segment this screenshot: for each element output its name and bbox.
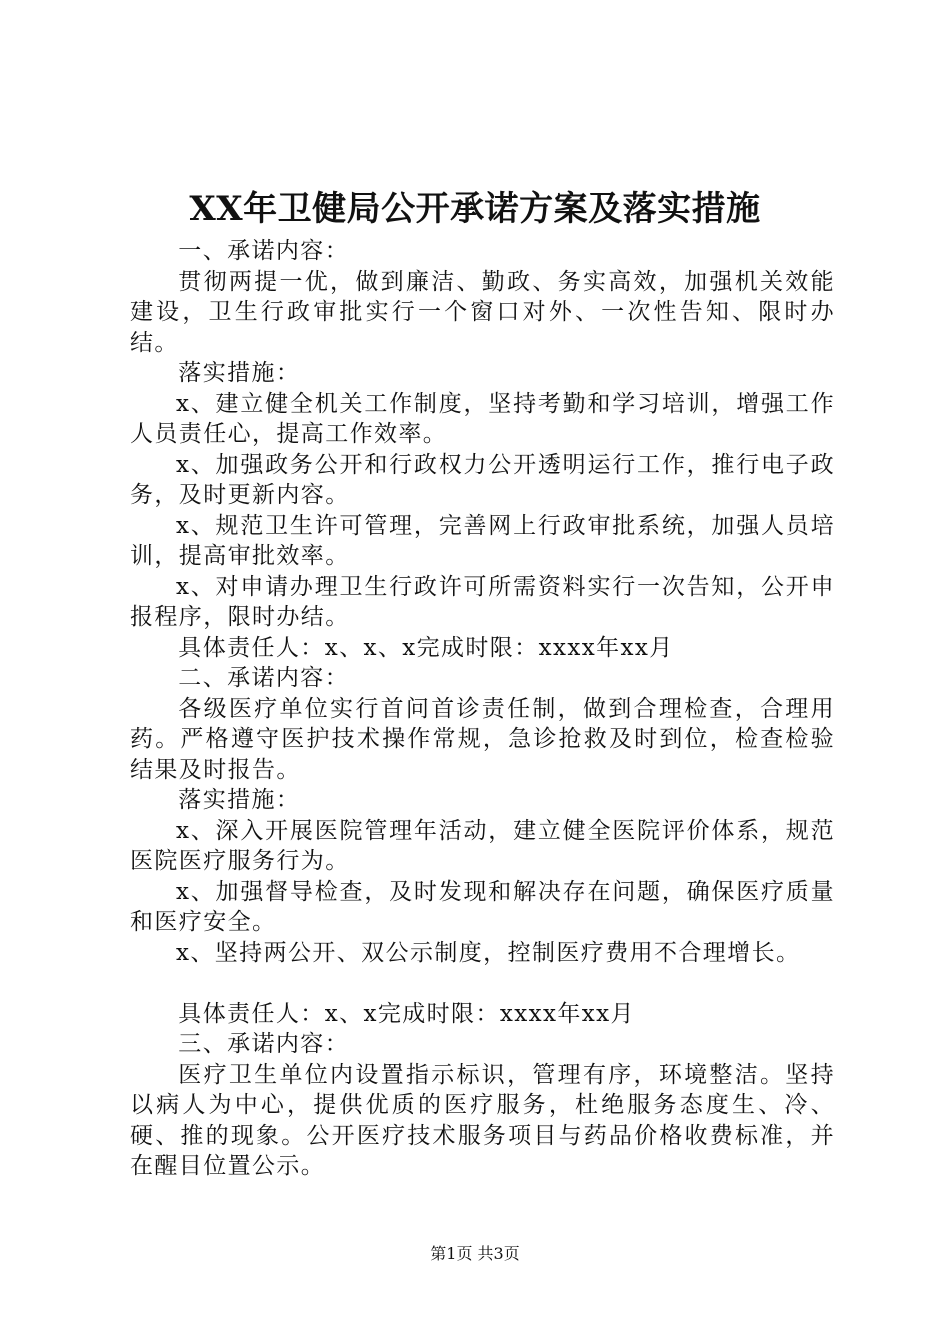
- measure-item: x、加强督导检查，及时发现和解决存在问题，确保医疗质量和医疗安全。: [130, 878, 835, 935]
- commitment-paragraph: 贯彻两提一优，做到廉洁、勤政、务实高效，加强机关效能建设，卫生行政审批实行一个窗口对外、一次性告知、限时办结。: [130, 268, 835, 356]
- commitment-paragraph: 各级医疗单位实行首问首诊责任制，做到合理检查，合理用药。严格遵守医护技术操作常规，急诊抢救及时到位，检查检验结果及时报告。: [130, 695, 835, 783]
- commitment-paragraph: 医疗卫生单位内设置指示标识，管理有序，环境整洁。坚持以病人为中心，提供优质的医疗服务，杜绝服务态度生、冷、硬、推的现象。公开医疗技术服务项目与药品价格收费标准，并在醒目位置公示。: [130, 1061, 835, 1179]
- section-heading: 一、承诺内容：: [178, 238, 350, 264]
- document-body: [130, 236, 835, 1182]
- measure-item: x、规范卫生许可管理，完善网上行政审批系统，加强人员培训，提高审批效率。: [130, 512, 835, 569]
- measure-item: x、坚持两公开、双公示制度，控制医疗费用不合理增长。: [176, 939, 801, 966]
- document-title: XX年卫健局公开承诺方案及落实措施: [189, 189, 761, 229]
- measure-item: x、对申请办理卫生行政许可所需资料实行一次告知，公开申报程序，限时办结。: [130, 573, 835, 630]
- measures-heading: 落实措施：: [178, 787, 301, 813]
- page-number-footer: 第1页 共3页: [430, 1244, 520, 1263]
- responsible-line: 具体责任人：x、x完成时限：xxxx年xx月: [178, 1000, 635, 1027]
- responsible-line: 具体责任人：x、x、x完成时限：xxxx年xx月: [178, 634, 674, 661]
- section-heading: 三、承诺内容：: [178, 1031, 350, 1057]
- measure-item: x、深入开展医院管理年活动，建立健全医院评价体系，规范医院医疗服务行为。: [130, 817, 835, 874]
- measure-item: x、建立健全机关工作制度，坚持考勤和学习培训，增强工作人员责任心，提高工作效率。: [130, 390, 835, 447]
- measure-item: x、加强政务公开和行政权力公开透明运行工作，推行电子政务，及时更新内容。: [130, 451, 835, 508]
- blank-line: [130, 968, 835, 999]
- measures-heading: 落实措施：: [178, 360, 301, 386]
- section-heading: 二、承诺内容：: [178, 665, 350, 691]
